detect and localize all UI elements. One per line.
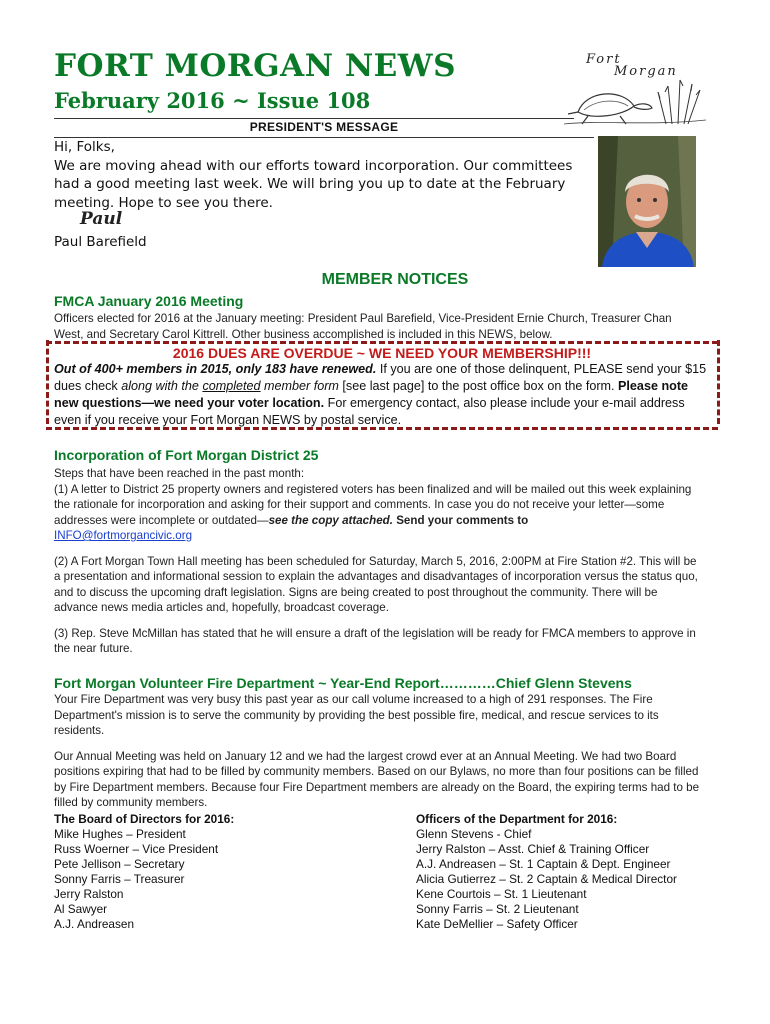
fire-report-paragraph-1: Your Fire Department was very busy this past year as our call volume increased to a high of 291 responses. The Fire Department's mission is to serve the community by providing the best possible fire, medical, and rescue services to its residents. — [54, 693, 659, 737]
officers-heading: Officers of the Department for 2016: — [416, 812, 618, 826]
board-member: Jerry Ralston — [54, 887, 124, 901]
issue-line: February 2016 ~ Issue 108 — [54, 88, 371, 113]
presidents-message-heading: PRESIDENT'S MESSAGE — [54, 120, 594, 138]
incorporation-intro: Steps that have been reached in the past month: — [54, 467, 305, 480]
fmca-meeting-text: Officers elected for 2016 at the January meeting: President Paul Barefield, Vice-President Ernie Church, Treasurer Chan West, and Secretary Carol Kittrell. Other business accomplished is included in this NEWS, below. — [54, 312, 672, 341]
officer: Glenn Stevens - Chief — [416, 827, 532, 841]
member-notices-heading: MEMBER NOTICES — [321, 271, 469, 288]
incorporation-step-2: (2) A Fort Morgan Town Hall meeting has been scheduled for Saturday, March 5, 2016, 2:00PM at Fire Station #2. This will be a presentation and informational session to explain the advantages and disadvantages of incorporation versus the status quo, and to discuss the upcoming draft legislation. Signs are being created to post throughout the community. There will be advance news media articles and, hopefully, broadcast coverage. — [54, 554, 698, 614]
masthead-rule — [54, 118, 574, 119]
board-member: Russ Woerner – Vice President — [54, 842, 219, 856]
board-member: A.J. Andreasen — [54, 917, 135, 931]
officer: A.J. Andreasen – St. 1 Captain & Dept. Engineer — [416, 857, 671, 871]
incorporation-heading: Incorporation of Fort Morgan District 25 — [54, 447, 319, 463]
fort-morgan-logo — [560, 48, 710, 130]
dues-italic-part-2: member form — [260, 379, 339, 393]
dues-text-part-2: [see last page] to the post office box on the form. — [338, 379, 619, 393]
board-member: Pete Jellison – Secretary — [54, 857, 185, 871]
officer: Kate DeMellier – Safety Officer — [416, 917, 578, 931]
dues-notice-title: 2016 DUES ARE OVERDUE ~ WE NEED YOUR MEMBERSHIP!!! — [172, 345, 592, 361]
dues-text-part: If you are one of those delinquent, PLEASE send your $15 dues check — [54, 362, 707, 393]
board-heading: The Board of Directors for 2016: — [54, 812, 235, 826]
fire-department-report — [54, 692, 704, 811]
department-officers-list — [416, 812, 736, 932]
dues-renewal-stat: Out of 400+ members in 2015, only 183 have renewed. — [54, 362, 377, 376]
dues-text-part-3: For emergency contact, also please include your e-mail address even if you receive your Fort Morgan NEWS by postal service. — [54, 396, 685, 427]
board-member: Al Sawyer — [54, 902, 108, 916]
officer: Jerry Ralston – Asst. Chief & Training Officer — [416, 842, 650, 856]
fire-department-heading: Fort Morgan Volunteer Fire Department ~ Year-End Report…………Chief Glenn Stevens — [54, 675, 632, 691]
greeting: Hi, Folks, — [54, 139, 115, 155]
dues-italic-part: along with the — [121, 379, 203, 393]
president-photo — [598, 136, 696, 267]
portrait-illustration — [598, 136, 696, 267]
officer: Alicia Gutierrez – St. 2 Captain & Medical Director — [416, 872, 677, 886]
contact-email-link[interactable]: INFO@fortmorgancivic.org — [54, 529, 193, 542]
newsletter-title: FORT MORGAN NEWS — [54, 48, 456, 84]
board-member: Mike Hughes – President — [54, 827, 186, 841]
logo-word-morgan: Morgan — [614, 64, 678, 79]
board-member: Sonny Farris – Treasurer — [54, 872, 185, 886]
step-1-text: (1) A letter to District 25 property owners and registered voters has been finalized and will be mailed out this week explaining the rationale for incorporation and asking for their support and comments. In case you do not receive your letter—some addresses were incomplete or outdated— — [54, 482, 692, 527]
incorporation-section — [54, 466, 704, 667]
dues-notice-text — [54, 361, 714, 429]
dues-new-questions-note: Please note new questions—we need your voter location. — [54, 379, 689, 410]
step-1-attached-note: see the copy attached. — [268, 513, 393, 527]
incorporation-step-3: (3) Rep. Steve McMillan has stated that he will ensure a draft of the legislation will be ready for FMCA members to approve in the near future. — [54, 626, 696, 655]
fmca-meeting-heading: FMCA January 2016 Meeting — [54, 293, 244, 309]
step-1-send-comments: Send your comments to — [392, 513, 529, 527]
message-body: We are moving ahead with our efforts toward incorporation. Our committees had a good meeting last week. We will bring you up to date at the February meeting. Hope to see you there. — [54, 157, 573, 211]
dues-underlined-word: completed — [202, 379, 261, 393]
signature: Paul — [80, 209, 123, 229]
presidents-message-text — [54, 138, 594, 212]
logo-word-fort: Fort — [586, 52, 622, 67]
board-of-directors-list — [54, 812, 394, 932]
signer-name: Paul Barefield — [54, 234, 147, 250]
incorporation-step-1 — [54, 482, 704, 544]
officer: Sonny Farris – St. 2 Lieutenant — [416, 902, 579, 916]
officer: Kene Courtois – St. 1 Lieutenant — [416, 887, 587, 901]
fire-report-paragraph-2: Our Annual Meeting was held on January 12 and we had the largest crowd ever at an Annual Meeting. We had two Board positions expiring that had to be filled by community members. Based on our Bylaws, no more than four positions can be filled by Fire Department members. Because four Fire Department members are already on the Board, the expiring terms had to be filled by community members. — [54, 749, 700, 809]
dues-box-top-border — [46, 341, 718, 344]
